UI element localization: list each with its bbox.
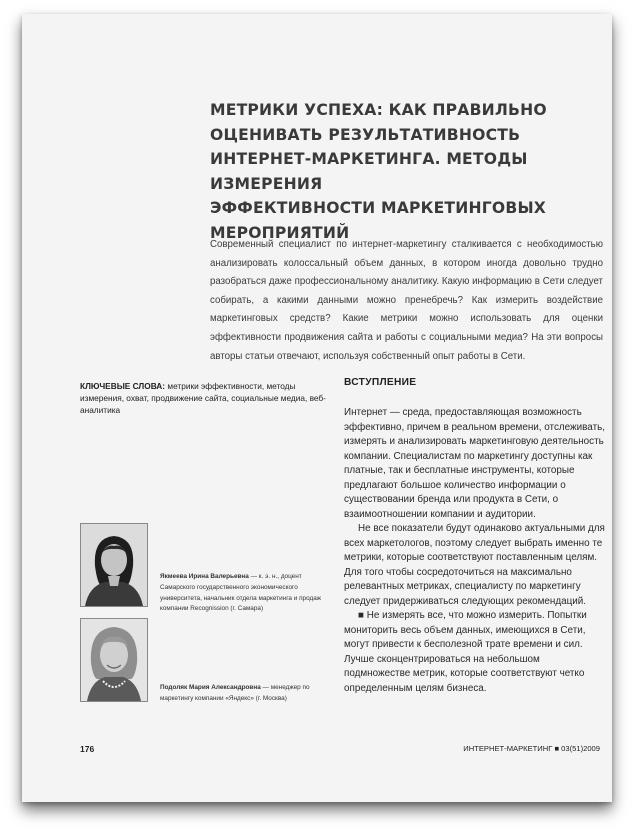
author-portrait-image <box>81 524 147 606</box>
paragraph: Не все показатели будут одинаково актуальными для всех маркетологов, поэтому следует выбрать именно те метрики, которые соответствуют поставленным целям. Для того чтобы сосредоточиться на максимально релевантных метриках, специалисту по маркетингу следует придерживаться следующих рекомендаций. <box>344 523 605 607</box>
author-details: — менеджер по маркетингу компании «Яндекс» (г. Москва) <box>160 684 310 702</box>
title-line: ЭФФЕКТИВНОСТИ МАРКЕТИНГОВЫХ <box>210 199 547 217</box>
author-photo <box>80 618 148 702</box>
keywords-block <box>80 380 330 416</box>
keywords-text: метрики эффективности, методы измерения, охват, продвижение сайта, социальные медиа, веб-аналитика <box>80 381 326 415</box>
title-line: МЕРОПРИЯТИЙ <box>210 223 350 242</box>
page-number: 176 <box>80 744 95 754</box>
article-title <box>210 98 605 245</box>
section-heading: ВСТУПЛЕНИЕ <box>344 377 417 388</box>
title-line: ИНТЕРНЕТ-МАРКЕТИНГА. МЕТОДЫ ИЗМЕРЕНИЯ <box>210 150 528 193</box>
title-line: МЕТРИКИ УСПЕХА: КАК ПРАВИЛЬНО <box>210 101 547 119</box>
author-name: Подоляк Мария Александровна <box>160 684 261 691</box>
author-portrait-image <box>81 619 147 701</box>
author-name: Якмеева Ирина Валерьевна <box>160 573 249 580</box>
body-text <box>344 406 606 696</box>
paragraph: Интернет — среда, предоставляющая возможность эффективно, причем в реальном времени, отслеживать, измерять и анализировать маркетинговую деятельность компании. Специалистам по маркетингу доступны как платные, так и бесплатные инструменты, которые предлагают большое количество информации о существовании бренда или продукта в Сети, о взаимоотношении компании и аудитории. <box>344 407 605 520</box>
author-photo <box>80 523 148 607</box>
journal-issue: ИНТЕРНЕТ-МАРКЕТИНГ ■ 03(51)2009 <box>463 744 600 753</box>
keywords-label: КЛЮЧЕВЫЕ СЛОВА: <box>80 381 166 391</box>
article-abstract: Современный специалист по интернет-маркетингу сталкивается с необходимостью анализировать колоссальный объем данных, в котором иногда довольно трудно разобраться даже профессиональному аналитику. Какую информацию в Сети следует собирать, а какими данными можно пренебречь? Как измерить воздействие маркетинговых средств? Какие метрики можно использовать для оценки эффективности продвижения сайта и работы с социальными медиа? На эти вопросы авторы статьи отвечают, используя собственный опыт работы в Сети. <box>210 239 603 362</box>
author-info <box>160 572 335 615</box>
paragraph: ■ Не измерять все, что можно измерить. Попытки мониторить весь объем данных, имеющихся в Сети, могут привести к бесполезной трате времени и сил. Лучше сконцентрироваться на небольшом подмножестве метрик, которые соответствуют четко определенным целям бизнеса. <box>344 610 587 694</box>
author-details: — к. э. н., доцент Самарского государственного экономического университета, начальник отдела маркетинга и продаж компании Recognission (г. Самара) <box>160 573 322 613</box>
author-info <box>160 683 335 705</box>
title-line: ОЦЕНИВАТЬ РЕЗУЛЬТАТИВНОСТЬ <box>210 125 521 144</box>
